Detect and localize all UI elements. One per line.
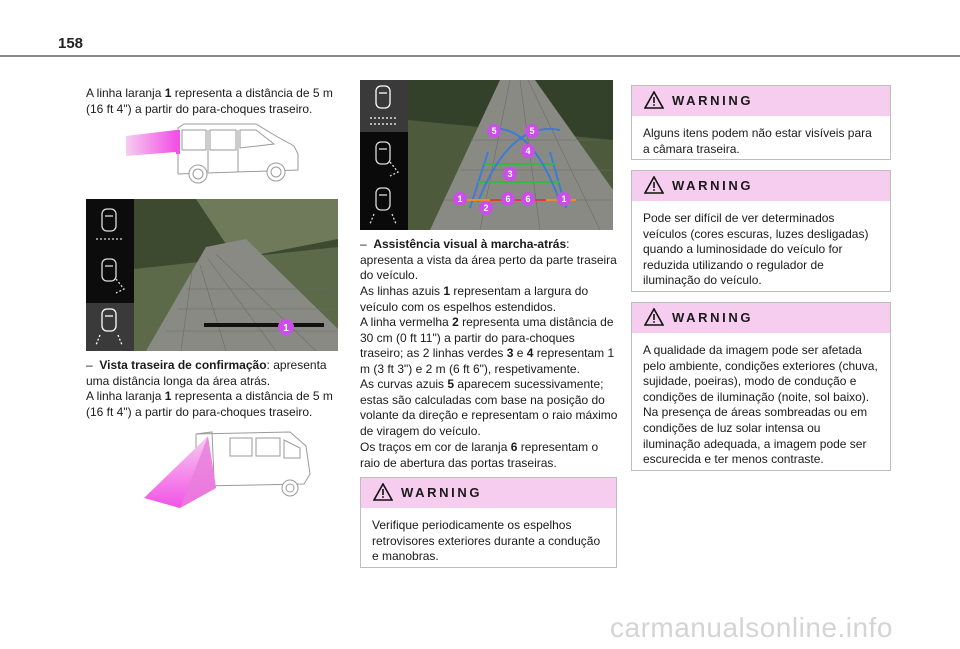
warning-icon (644, 91, 664, 109)
svg-text:1: 1 (283, 323, 289, 334)
warning-text: Alguns itens podem não estar visíveis para a câmara traseira. (643, 126, 872, 156)
svg-text:5: 5 (529, 126, 535, 136)
warning-icon (644, 308, 664, 326)
orange-dashes-paragraph: Os traços em cor de laranja 6 representam o raio de abertura das portas traseiras. (360, 440, 599, 470)
reverse-assist-camera-screen (360, 80, 613, 230)
confirmation-view-paragraph: – Vista traseira de confirmação: apresenta uma distância longa da área atrás. (86, 358, 327, 388)
rear-view-camera-screen (86, 199, 338, 351)
warning-text: Verifique periodicamente os espelhos retrovisores exteriores durante a condução e manobras. (372, 518, 601, 564)
watermark: carmanualsonline.info (610, 612, 893, 643)
warning-header (632, 86, 890, 116)
warning-text: Pode ser difícil de ver determinados veículos (cores escuras, luzes desligadas) quando a luminosidade do veículo for reduzida utilizando o regulador de iluminação do veículo. (643, 211, 869, 288)
page-number: 158 (58, 35, 84, 52)
warning-icon (644, 176, 664, 194)
warning-icon (373, 483, 393, 501)
warning-title: WARNING (672, 93, 754, 108)
svg-text:6: 6 (505, 194, 511, 204)
warning-text: A qualidade da imagem pode ser afetada pelo ambiente, condições exteriores (chuva, sujidade, poeiras), modo de condução e condições de iluminação (noite, sol baixo). Na presença de áreas sombreadas ou em condições de luz solar intensa ou iluminação adequada, a imagem pode ser escurecida e ter menos contraste. (643, 343, 878, 467)
svg-text:5: 5 (491, 126, 497, 136)
warning-header (632, 171, 890, 201)
van-side-view-illustration (126, 122, 304, 190)
warning-dark-vehicles (631, 170, 891, 292)
warning-title: WARNING (401, 485, 483, 500)
reverse-assist-paragraph: – Assistência visual à marcha-atrás: apresenta a vista da área perto da parte traseira do veículo. (360, 237, 617, 283)
svg-text:6: 6 (525, 194, 531, 204)
orange-line-paragraph: A linha laranja 1 representa a distância de 5 m (16 ft 4") a partir do para-choques traseiro. (86, 389, 333, 419)
detection-zone (126, 130, 176, 156)
warning-mirrors (360, 477, 617, 568)
svg-text:2: 2 (483, 203, 489, 213)
warning-header (632, 303, 890, 333)
warning-image-quality (631, 302, 891, 471)
van-rear-view-illustration (140, 428, 312, 510)
svg-text:4: 4 (525, 146, 531, 156)
svg-text:1: 1 (561, 194, 567, 204)
blue-curves-paragraph: As curvas azuis 5 aparecem sucessivamente; estas são calculadas com base na posição do volante da direção e representam o raio máximo de viragem do veículo. (360, 377, 618, 438)
red-green-lines-paragraph: A linha vermelha 2 representa uma distância de 30 cm (0 ft 11") a partir do para-choques traseiro; as 2 linhas verdes 3 e 4 representam 1 m (3 ft 3") e 2 m (6 ft 6"), respetivamente. (360, 315, 615, 376)
blue-lines-paragraph: As linhas azuis 1 representam a largura do veículo com os espelhos estendidos. (360, 284, 589, 314)
intro-paragraph: A linha laranja 1 representa a distância de 5 m (16 ft 4") a partir do para-choques traseiro. (86, 86, 333, 116)
warning-header (361, 478, 616, 508)
warning-visibility (631, 85, 891, 160)
warning-title: WARNING (672, 310, 754, 325)
svg-text:1: 1 (457, 194, 463, 204)
header-rule (0, 55, 960, 57)
svg-text:3: 3 (507, 169, 513, 179)
warning-title: WARNING (672, 178, 754, 193)
